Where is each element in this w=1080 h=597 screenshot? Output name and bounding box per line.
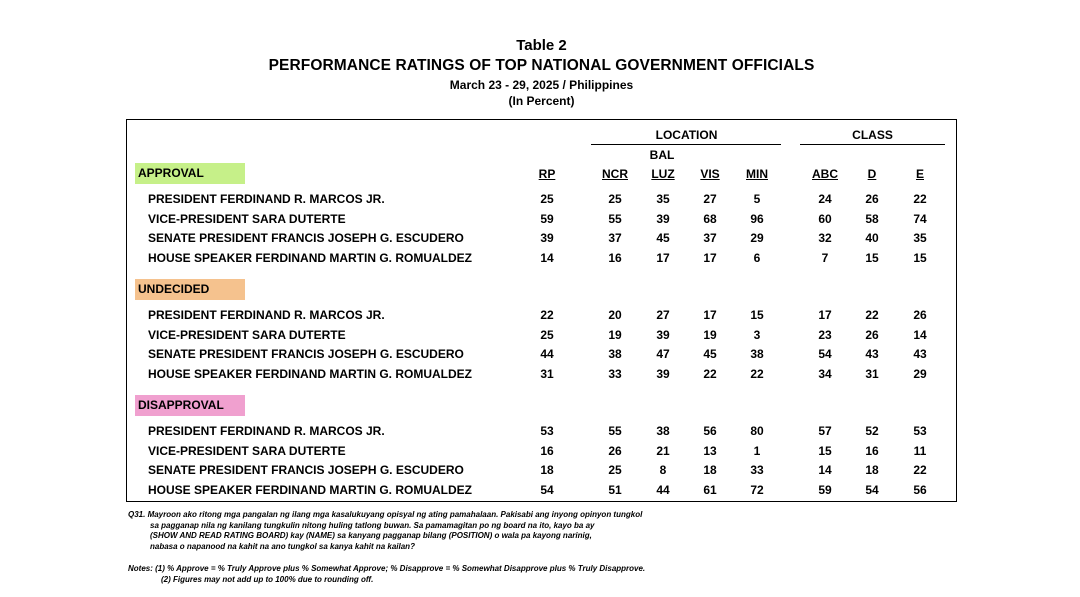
- cell-ncr: 51: [608, 483, 622, 498]
- official-name: SENATE PRESIDENT FRANCIS JOSEPH G. ESCUDERO: [148, 347, 464, 362]
- column-header-rp: RP: [538, 167, 556, 181]
- cell-rp: 22: [540, 308, 554, 322]
- cell-vis: 68: [703, 211, 717, 226]
- cell-d: 52: [865, 424, 879, 438]
- cell-luz: 45: [656, 231, 670, 246]
- cell-e: 22: [913, 192, 927, 206]
- column-header-abc: ABC: [812, 167, 838, 181]
- cell-luz: 21: [656, 443, 670, 458]
- cell-luz: 8: [659, 463, 667, 478]
- location-group-rule: [591, 144, 781, 145]
- cell-rp: 53: [540, 424, 554, 438]
- question-line: (SHOW AND READ RATING BOARD) kay (NAME) sa kanyang pagganap bilang (POSITION) o wala pa kayong narinig,: [150, 531, 592, 540]
- table-row: [0, 328, 1080, 346]
- note-line: Notes: (1) % Approve = % Truly Approve plus % Somewhat Approve; % Disapprove = % Somewhat Disapprove plus % Truly Disapprove.: [128, 564, 646, 573]
- question-text: [128, 510, 642, 552]
- cell-abc: 7: [821, 251, 829, 266]
- cell-rp: 14: [540, 251, 554, 266]
- cell-e: 74: [913, 211, 927, 226]
- cell-vis: 56: [703, 424, 717, 438]
- official-name: SENATE PRESIDENT FRANCIS JOSEPH G. ESCUDERO: [148, 231, 464, 246]
- cell-d: 58: [865, 211, 879, 226]
- cell-rp: 59: [540, 211, 554, 226]
- cell-luz: 39: [656, 367, 670, 382]
- cell-abc: 59: [818, 483, 832, 498]
- official-name: SENATE PRESIDENT FRANCIS JOSEPH G. ESCUDERO: [148, 463, 464, 478]
- official-name: VICE-PRESIDENT SARA DUTERTE: [148, 327, 346, 342]
- cell-min: 38: [750, 347, 764, 362]
- cell-e: 56: [913, 483, 927, 498]
- cell-vis: 61: [703, 483, 717, 498]
- notes: [128, 564, 645, 585]
- cell-e: 26: [913, 308, 927, 322]
- official-name: VICE-PRESIDENT SARA DUTERTE: [148, 211, 346, 226]
- cell-rp: 54: [540, 483, 554, 498]
- question-line: Q31. Mayroon ako ritong mga pangalan ng ilang mga kasalukuyang opisyal ng ating pamahalaan. Pakisabi ang inyong opinyon tungkol: [128, 510, 643, 519]
- cell-e: 15: [913, 251, 927, 266]
- cell-abc: 34: [818, 367, 832, 382]
- cell-vis: 17: [703, 308, 717, 322]
- cell-ncr: 38: [608, 347, 622, 362]
- cell-abc: 57: [818, 424, 832, 438]
- table-row: [0, 444, 1080, 462]
- cell-min: 6: [753, 251, 761, 266]
- cell-d: 43: [865, 347, 879, 362]
- cell-e: 53: [913, 424, 927, 438]
- table-number: Table 2: [516, 37, 567, 54]
- cell-d: 40: [865, 231, 879, 246]
- table-row: [0, 483, 1080, 501]
- cell-vis: 18: [703, 463, 717, 478]
- cell-luz: 39: [656, 327, 670, 342]
- cell-ncr: 55: [608, 424, 622, 438]
- cell-ncr: 55: [608, 211, 622, 226]
- cell-e: 14: [913, 327, 927, 342]
- column-header-d: D: [867, 167, 877, 181]
- date-line: March 23 - 29, 2025 / Philippines: [449, 78, 634, 92]
- cell-e: 22: [913, 463, 927, 478]
- cell-e: 35: [913, 231, 927, 246]
- note-line: (2) Figures may not add up to 100% due to rounding off.: [161, 574, 374, 584]
- table-row: [0, 251, 1080, 269]
- column-header-vis: VIS: [700, 167, 720, 181]
- cell-d: 26: [865, 327, 879, 342]
- cell-min: 96: [750, 211, 764, 226]
- cell-luz: 35: [656, 192, 670, 206]
- column-header-min: MIN: [746, 167, 768, 181]
- official-name: PRESIDENT FERDINAND R. MARCOS JR.: [148, 192, 385, 206]
- cell-e: 11: [913, 443, 927, 458]
- cell-rp: 39: [540, 231, 554, 246]
- cell-min: 22: [750, 367, 764, 382]
- cell-rp: 25: [540, 327, 554, 342]
- cell-ncr: 19: [608, 327, 622, 342]
- section-label-undecided: UNDECIDED: [135, 279, 245, 300]
- cell-abc: 24: [818, 192, 832, 206]
- cell-min: 1: [753, 443, 761, 458]
- cell-e: 43: [913, 347, 927, 362]
- cell-abc: 15: [818, 443, 832, 458]
- cell-ncr: 33: [608, 367, 622, 382]
- cell-rp: 25: [540, 192, 554, 206]
- official-name: PRESIDENT FERDINAND R. MARCOS JR.: [148, 308, 385, 322]
- cell-ncr: 20: [608, 308, 622, 322]
- cell-vis: 19: [703, 327, 717, 342]
- cell-vis: 22: [703, 367, 717, 382]
- cell-e: 29: [913, 367, 927, 382]
- cell-ncr: 25: [608, 463, 622, 478]
- official-name: HOUSE SPEAKER FERDINAND MARTIN G. ROMUALDEZ: [148, 251, 473, 266]
- location-group-header: LOCATION: [655, 128, 718, 142]
- cell-d: 18: [865, 463, 879, 478]
- section-label-disapproval: DISAPPROVAL: [135, 395, 245, 416]
- cell-rp: 44: [540, 347, 554, 362]
- question-line: sa pagganap nila ng kanilang tungkulin nitong huling tatlong buwan. Sa pamamagitan po ng board na ito, kayo ba ay: [150, 520, 595, 530]
- class-group-rule: [800, 144, 945, 145]
- table-row: [0, 231, 1080, 249]
- cell-abc: 60: [818, 211, 832, 226]
- cell-rp: 16: [540, 443, 554, 458]
- class-group-header: CLASS: [852, 128, 893, 142]
- official-name: PRESIDENT FERDINAND R. MARCOS JR.: [148, 424, 385, 438]
- cell-abc: 54: [818, 347, 832, 362]
- cell-min: 5: [753, 192, 761, 206]
- cell-abc: 23: [818, 327, 832, 342]
- unit-label: (In Percent): [508, 94, 575, 108]
- table-row: [0, 192, 1080, 210]
- cell-d: 16: [865, 443, 879, 458]
- cell-min: 15: [750, 308, 764, 322]
- cell-luz: 17: [656, 251, 670, 266]
- cell-vis: 13: [703, 443, 717, 458]
- cell-d: 26: [865, 192, 879, 206]
- cell-vis: 17: [703, 251, 717, 266]
- column-header-luz: LUZ: [651, 167, 675, 181]
- table-row: [0, 308, 1080, 326]
- official-name: HOUSE SPEAKER FERDINAND MARTIN G. ROMUALDEZ: [148, 367, 473, 382]
- cell-vis: 37: [703, 231, 717, 246]
- question-line: nabasa o napanood na kahit na ano tungkol sa kanya kahit na kailan?: [150, 541, 415, 551]
- table-row: [0, 212, 1080, 230]
- cell-d: 31: [865, 367, 879, 382]
- cell-luz: 38: [656, 424, 670, 438]
- cell-min: 72: [750, 483, 764, 498]
- cell-d: 54: [865, 483, 879, 498]
- cell-min: 3: [753, 327, 761, 342]
- official-name: VICE-PRESIDENT SARA DUTERTE: [148, 443, 346, 458]
- cell-luz: 44: [656, 483, 670, 498]
- table-row: [0, 424, 1080, 442]
- cell-luz: 47: [656, 347, 670, 362]
- column-header-e: E: [915, 167, 924, 181]
- table-row: [0, 367, 1080, 385]
- cell-ncr: 37: [608, 231, 622, 246]
- cell-luz: 27: [656, 308, 670, 322]
- cell-abc: 32: [818, 231, 832, 246]
- cell-ncr: 25: [608, 192, 622, 206]
- section-label-approval: APPROVAL: [135, 163, 245, 184]
- cell-min: 29: [750, 231, 764, 246]
- cell-vis: 27: [703, 192, 717, 206]
- table-row: [0, 347, 1080, 365]
- cell-rp: 31: [540, 367, 554, 382]
- bal-label: BAL: [649, 148, 675, 162]
- cell-abc: 17: [818, 308, 832, 322]
- cell-ncr: 26: [608, 443, 622, 458]
- cell-ncr: 16: [608, 251, 622, 266]
- cell-min: 80: [750, 424, 764, 438]
- cell-d: 15: [865, 251, 879, 266]
- cell-min: 33: [750, 463, 764, 478]
- cell-abc: 14: [818, 463, 832, 478]
- official-name: HOUSE SPEAKER FERDINAND MARTIN G. ROMUALDEZ: [148, 483, 473, 498]
- cell-rp: 18: [540, 463, 554, 478]
- table-title: PERFORMANCE RATINGS OF TOP NATIONAL GOVERNMENT OFFICIALS: [268, 57, 815, 74]
- column-header-ncr: NCR: [602, 167, 628, 181]
- cell-vis: 45: [703, 347, 717, 362]
- table-row: [0, 463, 1080, 481]
- cell-d: 22: [865, 308, 879, 322]
- cell-luz: 39: [656, 211, 670, 226]
